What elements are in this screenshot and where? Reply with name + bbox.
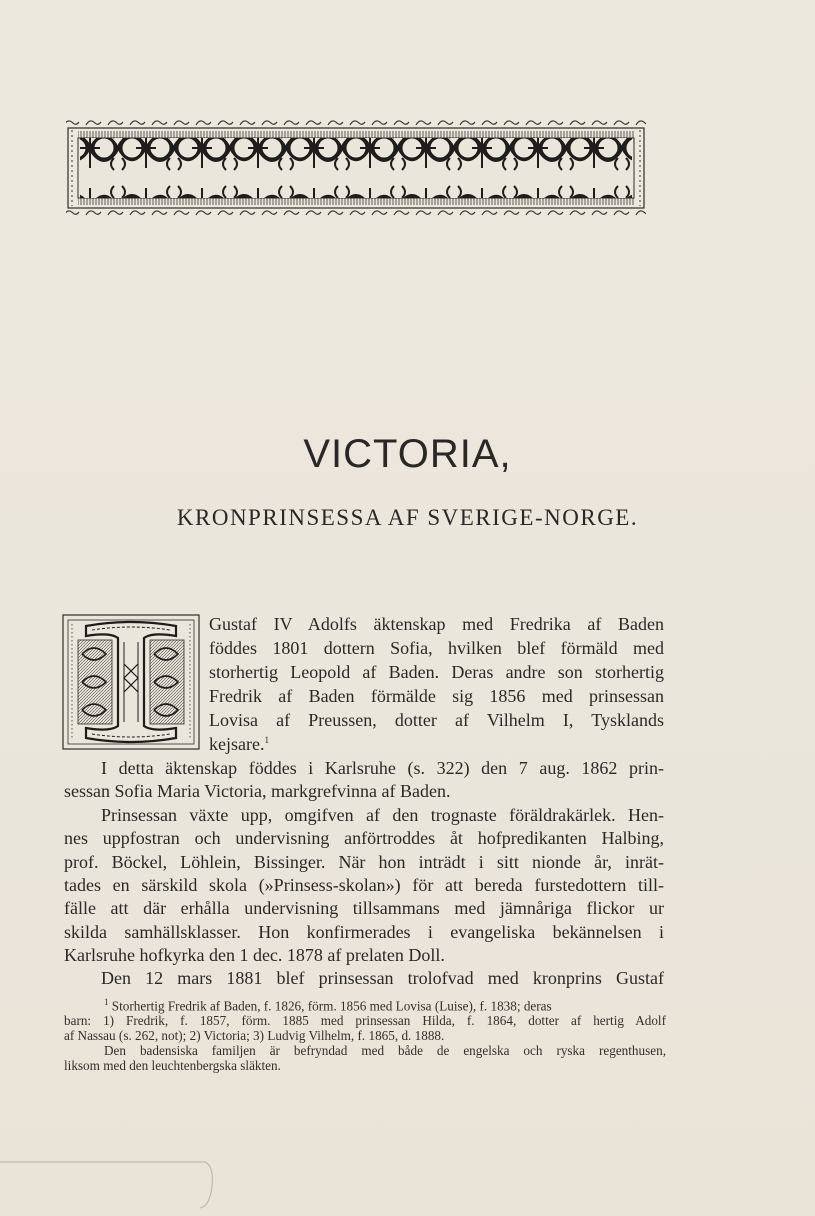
body-line-with-footnote bbox=[209, 735, 269, 753]
page-subtitle: KRONPRINSESSA AF SVERIGE-NORGE. bbox=[176, 505, 639, 530]
decorative-initial bbox=[62, 614, 200, 750]
body-line: Den 12 mars 1881 blef prinsessan trolofvad med kronprins Gustaf bbox=[101, 968, 664, 988]
body-line: I detta äktenskap föddes i Karlsruhe (s. 322) den 7 aug. 1862 prin- bbox=[101, 758, 664, 778]
page-title: VICTORIA, bbox=[303, 432, 512, 476]
ornament-graphic bbox=[62, 118, 650, 218]
margin-pencil-mark bbox=[0, 1160, 215, 1212]
body-line: skilda samhällsklasser. Hon konfirmerades i evangeliska bekännelsen i bbox=[64, 922, 664, 942]
dropcap-frame bbox=[62, 614, 200, 750]
footnote-text: Storhertig Fredrik af Baden, f. 1826, förm. 1856 med Lovisa (Luise), f. 1838; deras bbox=[111, 998, 552, 1014]
footnote-line: barn: 1) Fredrik, f. 1857, förm. 1885 med prinsessan Hilda, f. 1864, dotter af hertig Adolf bbox=[64, 1013, 666, 1028]
footnote-line: af Nassau (s. 262, not); 2) Victoria; 3) Ludvig Vilhelm, f. 1865, d. 1888. bbox=[64, 1028, 445, 1043]
ornamental-header-band bbox=[62, 118, 650, 218]
footnote-line: liksom med den leuchtenbergska släkten. bbox=[64, 1058, 281, 1073]
body-line: storhertig Leopold af Baden. Deras andre son storhertig bbox=[209, 662, 664, 682]
footnote-line: Den badensiska familjen är befryndad med både de engelska och ryska regenthusen, bbox=[104, 1043, 666, 1058]
footnote-marker: 1 bbox=[264, 735, 269, 745]
body-line: nes uppfostran och undervisning anförtroddes åt hofpredikanten Halbing, bbox=[64, 828, 664, 848]
body-line: föddes 1801 dottern Sofia, hvilken blef förmäld med bbox=[209, 638, 664, 658]
body-line: kejsare. bbox=[209, 734, 265, 754]
body-line: tades en särskild skola (»Prinsess-skolan») för att bereda furstedottern till- bbox=[64, 875, 664, 895]
footnote-marker: 1 bbox=[104, 997, 109, 1007]
body-line: fälle att där erhålla undervisning tillsammans med jämnåriga flickor ur bbox=[64, 898, 664, 918]
body-line: Fredrik af Baden förmälde sig 1856 med prinsessan bbox=[209, 686, 664, 706]
body-line: sessan Sofia Maria Victoria, markgrefvinna af Baden. bbox=[64, 781, 451, 801]
body-line: Karlsruhe hofkyrka den 1 dec. 1878 af prelaten Doll. bbox=[64, 945, 445, 965]
body-line: Gustaf IV Adolfs äktenskap med Fredrika af Baden bbox=[209, 614, 664, 634]
body-line: Lovisa af Preussen, dotter af Vilhelm I, Tysklands bbox=[209, 710, 664, 730]
footnote-line-first bbox=[104, 998, 552, 1013]
body-line: prof. Böckel, Löhlein, Bissinger. När hon inträdt i sitt nionde år, inrät- bbox=[64, 852, 664, 872]
body-line: Prinsessan växte upp, omgifven af den trognaste föräldrakärlek. Hen- bbox=[101, 805, 664, 825]
